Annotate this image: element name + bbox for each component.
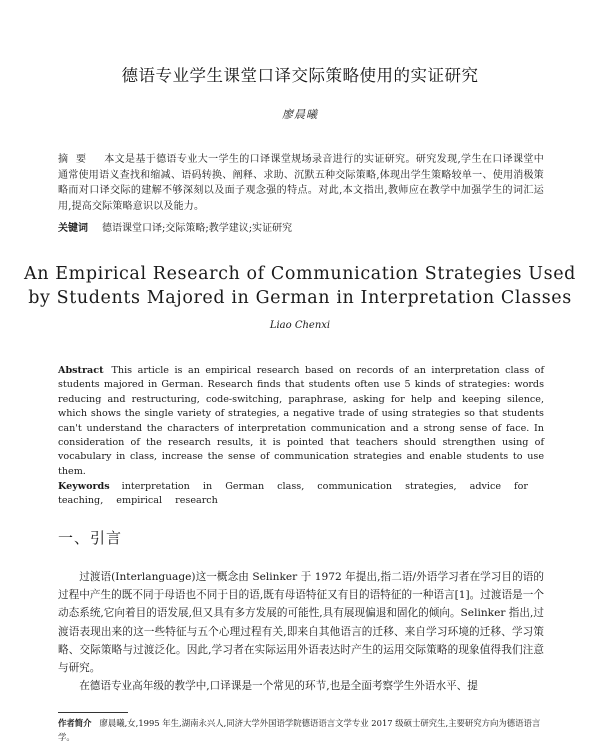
chinese-keywords-label: 关键词 — [58, 223, 88, 234]
english-abstract-label: Abstract — [58, 365, 104, 376]
chinese-abstract-text: 本文是基于德语专业大一学生的口译课堂规场录音进行的实证研究。研究发现,学生在口译课堂中通常使用语义查找和缩减、语码转换、阐释、求助、沉默五种交际策略,体现出学生策略较单一、使用消极策略而对口译交际的建解不够深刻以及面子观念强的特点。对此,本文指出,教师应在教学中加强学生的词汇运用,提高交际策略意识以及能力。 — [58, 154, 544, 212]
chinese-abstract-label: 摘要 — [58, 154, 94, 165]
chinese-abstract — [58, 152, 544, 214]
english-title — [0, 262, 600, 310]
english-keywords — [58, 480, 544, 509]
english-abstract-text: This article is an empirical research based on records of an interpretation class of students majored in German. Research finds that students often use 5 kinds of strategies: words reducing and restructuring, code-switching, paraphrase, asking for help and keeping silence, which shows the single variety of strategies, a negative trade of using strategies so that students can't understand the characters of interpretation communication and a strong sense of face. In consideration of the research results, it is pointed that teachers should strengthen using of vocabulary in class, increase the sense of communication strategies and enable students to use them. — [58, 365, 544, 477]
body-paragraph-1: 过渡语(Interlanguage)这一概念由 Selinker 于 1972 年提出,指二语/外语学习者在学习目的语的过程中产生的既不同于母语也不同于目的语,既有母语特征又有目的语特征的一种语言[1]。过渡语是一个动态系统,它向着目的语发展,但又具有多方发展的可能性,具有展现偏退和固化的倾向。Selinker 指出,过渡语表现出来的这一些特征与五个心理过程有关,即来自其他语言的迁移、来自学习环境的迁移、学习策略、交际策略与过渡泛化。因此,学习者在实际运用外语表达时产生的运用交际策略的现象值得我们注意与研究。 — [58, 571, 544, 675]
english-abstract — [58, 364, 544, 479]
section-heading-introduction: 一、引言 — [58, 529, 123, 547]
chinese-keywords-text: 德语课堂口译;交际策略;教学建议;实证研究 — [102, 223, 293, 234]
footnote-label: 作者简介 — [58, 718, 92, 728]
author-footnote — [58, 716, 544, 744]
body-paragraph-2: 在德语专业高年级的教学中,口译课是一个常见的环节,也是全面考察学生外语水平、提 — [79, 680, 478, 693]
english-author: Liao Chenxi — [269, 320, 331, 331]
english-keywords-text: interpretation in German class, communication strategies, advice for teaching, empirical research — [58, 481, 528, 507]
footnote-text: 廖晨曦,女,1995 年生,湖南永兴人,同济大学外国语学院德语语言文学专业 2017 级硕士研究生,主要研究方向为德语语言学。 — [58, 718, 541, 742]
english-title-line-2: by Students Majored in German in Interpretation Classes — [28, 288, 572, 308]
chinese-keywords — [58, 222, 544, 236]
english-title-line-1: An Empirical Research of Communication Strategies Used — [24, 264, 576, 284]
chinese-title: 德语专业学生课堂口译交际策略使用的实证研究 — [121, 66, 479, 85]
body-text — [58, 568, 544, 695]
footnote-divider — [58, 712, 128, 713]
chinese-author: 廖晨曦 — [282, 108, 318, 121]
english-keywords-label: Keywords — [58, 481, 110, 492]
